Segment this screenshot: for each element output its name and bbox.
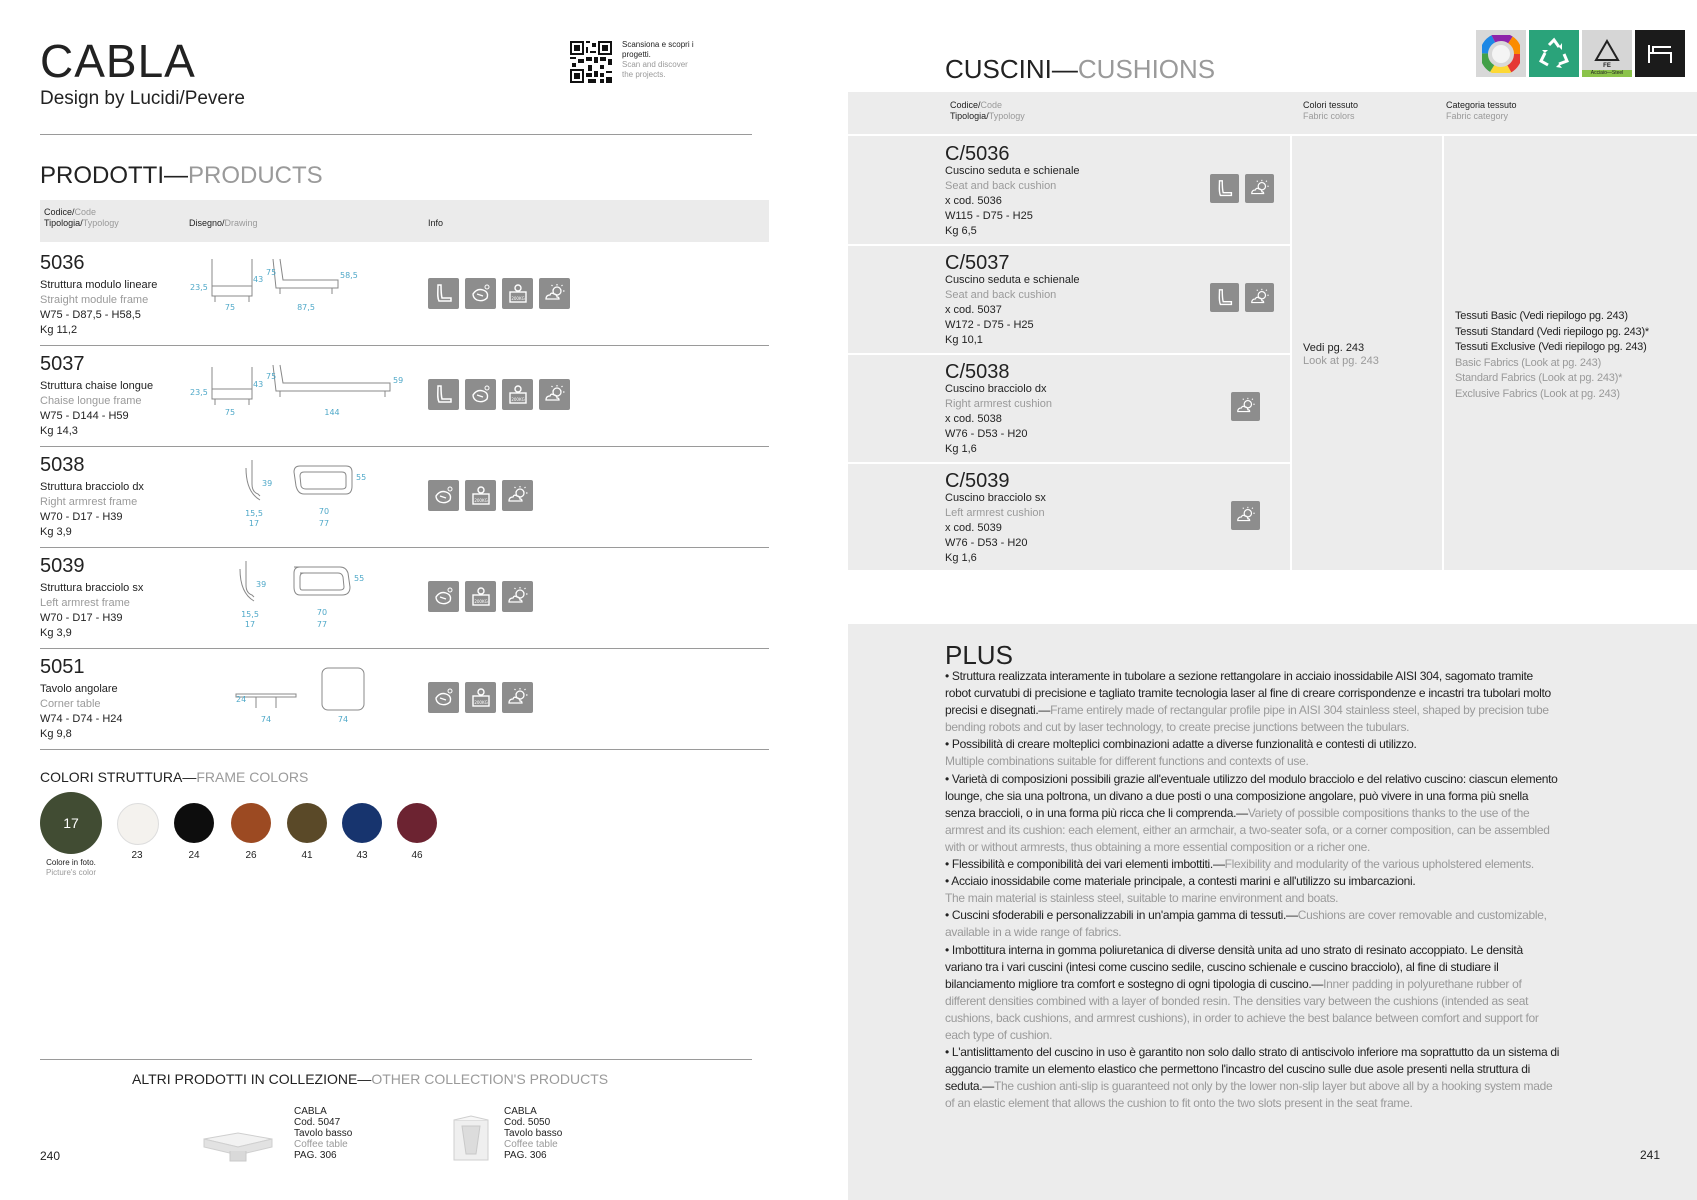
weight-capacity-icon	[465, 682, 496, 713]
qr-code[interactable]	[570, 41, 612, 83]
product-row-5038	[40, 446, 769, 548]
designer-credit: Design by Lucidi/Pevere	[40, 88, 245, 109]
steel-recycle-icon	[1582, 30, 1632, 77]
dim-inner-depth: 15,5	[241, 610, 259, 619]
fabric-category-it: Tessuti Basic (Vedi riepilogo pg. 243)	[1455, 310, 1628, 322]
picture-color-caption	[40, 858, 102, 878]
dim-depth: 17	[248, 519, 260, 528]
dim-width: 74	[260, 715, 272, 724]
dim-width: 75	[224, 408, 236, 417]
product-weight: Kg 3,9	[40, 526, 72, 538]
cushion-row-c5036	[848, 136, 1290, 246]
weather-icon	[502, 581, 533, 612]
cushions-title	[945, 54, 1215, 85]
product-code: 5037	[40, 353, 85, 375]
qr-caption	[622, 40, 694, 80]
product-name-it: Struttura bracciolo sx	[40, 582, 144, 594]
cushion-name-it: Cuscino seduta e schienale	[945, 274, 1080, 286]
header-typology-en: Typology	[988, 111, 1025, 121]
cushion-weight: Kg 10,1	[945, 334, 983, 346]
cushion-name-it: Cuscino bracciolo dx	[945, 383, 1047, 395]
color-number: 24	[188, 850, 200, 861]
products-title-it: PRODOTTI—	[40, 162, 188, 189]
dim-cushion-height: 55	[356, 473, 367, 482]
other-product-code: Cod. 5047	[294, 1117, 341, 1128]
plus-item-en: Flexibility and modularity of the various upholstered elements.	[1224, 857, 1534, 872]
dim-back: 43	[253, 275, 264, 284]
frame-colors-title-en: FRAME COLORS	[196, 769, 309, 785]
other-product-type-it: Tavolo basso	[294, 1128, 353, 1139]
product-drawing	[180, 456, 420, 536]
color-swatch-23[interactable]	[117, 803, 159, 845]
header-fabric-cat-en: Fabric category	[1446, 111, 1509, 121]
header-code-en: Code	[74, 207, 97, 217]
cushion-dimensions: W76 - D53 - H20	[945, 428, 1028, 440]
dim-total-width: 77	[318, 519, 330, 528]
plus-item	[945, 771, 1560, 856]
color-number: 41	[301, 850, 313, 861]
cushions-header-code	[950, 100, 1025, 122]
header-fabric-cat-it: Categoria tessuto	[1446, 100, 1517, 110]
cushion-weight: Kg 1,6	[945, 443, 977, 455]
dim-depth: 17	[244, 620, 256, 629]
cushions-header-fabric-colors	[1303, 100, 1358, 122]
product-dimensions: W70 - D17 - H39	[40, 612, 123, 624]
cert-steel-label: Acciaio—Steel	[1582, 70, 1632, 77]
header-code-it: Codice/	[44, 207, 75, 217]
color-swatch-26[interactable]	[231, 803, 271, 843]
fabric-colors-it: Vedi pg. 243	[1303, 342, 1365, 354]
dim-total-width: 77	[316, 620, 328, 629]
weather-icon	[539, 278, 570, 309]
dim-height: 24	[236, 695, 247, 704]
plus-item-en: Inner padding in polyurethane rubber of different densities combined with a layer of bonded resin. The densities vary between the cushions (intended as seat cushions, back cushions, and armrest cushions), in order to achieve the best balance between comfort and support for each type of cushion.	[945, 976, 1539, 1042]
dim-seat-height: 23,5	[190, 388, 208, 397]
header-typology-it: Tipologia/	[44, 218, 83, 228]
header-code-it: Codice/	[950, 100, 981, 110]
color-number: 26	[245, 850, 257, 861]
top-divider	[40, 134, 752, 135]
color-swatch-41[interactable]	[287, 803, 327, 843]
chair-icon	[1210, 174, 1239, 203]
plus-item-en: Cushions are cover removable and customizable, available in a wide range of fabrics.	[945, 908, 1547, 940]
other-product-code: Cod. 5050	[504, 1117, 551, 1128]
plus-item	[945, 907, 1560, 941]
header-code-typology	[44, 207, 119, 229]
product-weight: Kg 11,2	[40, 324, 78, 336]
product-name-it: Struttura bracciolo dx	[40, 481, 144, 493]
other-product-page: PAG. 306	[504, 1150, 547, 1161]
chair-icon	[428, 379, 459, 410]
color-number: 17	[63, 815, 79, 831]
weight-capacity-icon	[502, 278, 533, 309]
column-divider	[1290, 136, 1292, 570]
color-number: 23	[131, 850, 143, 861]
cushion-for: x cod. 5036	[945, 195, 1002, 207]
removable-cover-icon	[428, 581, 459, 612]
frame-colors-title	[40, 769, 308, 785]
info-icons	[428, 379, 570, 410]
other-products-title-en: OTHER COLLECTION'S PRODUCTS	[371, 1071, 609, 1087]
lounge-icon	[1635, 30, 1685, 77]
header-code-en: Code	[980, 100, 1003, 110]
dim-inner-depth: 15,5	[245, 509, 263, 518]
plus-item	[945, 736, 1560, 770]
dim-height: 75	[266, 268, 277, 277]
header-fabric-colors-en: Fabric colors	[1303, 111, 1355, 121]
product-code: 5039	[40, 555, 85, 577]
color-swatch-24[interactable]	[174, 803, 214, 843]
product-row-5051	[40, 648, 769, 750]
product-dimensions: W75 - D144 - H59	[40, 410, 129, 422]
plus-item-it: • Cuscini sfoderabili e personalizzabili in un'ampia gamma di tessuti.—	[945, 908, 1298, 923]
dim-cushion-height: 55	[354, 574, 365, 583]
cushion-name-it: Cuscino bracciolo sx	[945, 492, 1046, 504]
cushion-row-c5039	[848, 463, 1290, 571]
header-typology-it: Tipologia/	[950, 111, 989, 121]
fabric-colors-cell	[1303, 342, 1379, 368]
info-icons	[428, 682, 533, 713]
product-name-en: Right armrest frame	[40, 496, 138, 508]
plus-list	[945, 668, 1560, 1112]
dim-depth: 87,5	[297, 303, 315, 312]
plus-item	[945, 668, 1560, 736]
header-typology-en: Typology	[82, 218, 119, 228]
fabric-category-en: Standard Fabrics (Look at pg. 243)*	[1455, 372, 1623, 384]
info-icons	[428, 581, 533, 612]
products-table-header	[40, 200, 769, 242]
dim-total-height: 59	[393, 376, 404, 385]
fabric-category-en: Basic Fabrics (Look at pg. 243)	[1455, 356, 1602, 369]
other-products-divider	[40, 1059, 752, 1060]
plus-item-en: Multiple combinations suitable for different functions and contexts of use.	[945, 754, 1309, 769]
product-name-en: Straight module frame	[40, 294, 149, 306]
chair-icon	[428, 278, 459, 309]
plus-item	[945, 942, 1560, 1045]
product-weight: Kg 14,3	[40, 425, 78, 437]
fabric-category-it: Tessuti Exclusive (Vedi riepilogo pg. 243)	[1455, 341, 1647, 353]
dim-width: 70	[318, 507, 330, 516]
chair-icon	[1210, 283, 1239, 312]
dim-width: 75	[224, 303, 236, 312]
header-drawing-it: Disegno/	[189, 218, 225, 228]
removable-cover-icon	[465, 379, 496, 410]
dim-seat-height: 23,5	[190, 283, 208, 292]
weight-capacity-icon	[465, 581, 496, 612]
dim-height: 39	[256, 580, 267, 589]
product-row-5036	[40, 244, 769, 346]
other-product-type-en: Coffee table	[294, 1139, 348, 1150]
product-dimensions: W70 - D17 - H39	[40, 511, 123, 523]
cushions-header-fabric-category	[1446, 100, 1517, 122]
fabric-colors-en: Look at pg. 243	[1303, 355, 1379, 367]
header-fabric-colors-it: Colori tessuto	[1303, 100, 1359, 110]
cushion-code: C/5036	[945, 143, 1010, 165]
header-drawing	[189, 218, 258, 229]
cushion-for: x cod. 5037	[945, 304, 1002, 316]
cushion-name-it: Cuscino seduta e schienale	[945, 165, 1080, 177]
cushions-title-en: CUSHIONS	[1077, 54, 1216, 84]
plus-item-it: • Struttura realizzata interamente in tubolare a sezione rettangolare in acciaio inossidabile AISI 304, sagomato tramite robot curvatubi di precisione e tagliato tramite tecnologia laser al fine di creare corrispondenze e incastri tra tubolari molto precisi e disegnati.—	[945, 669, 1551, 718]
cushion-icons	[1210, 174, 1274, 203]
color-swatch-17[interactable]	[40, 792, 102, 854]
product-drawing	[180, 557, 420, 637]
cushion-name-en: Left armrest cushion	[945, 507, 1045, 519]
plus-title: PLUS	[945, 640, 1013, 670]
product-name-it: Struttura modulo lineare	[40, 279, 158, 291]
page-number-left: 240	[40, 1149, 61, 1163]
fabric-category-en: Exclusive Fabrics (Look at pg. 243)	[1455, 387, 1620, 400]
coffee-table-5050-image[interactable]	[448, 1114, 494, 1166]
cushion-icons	[1210, 283, 1274, 312]
dim-height: 39	[262, 479, 273, 488]
plus-item-en: Frame entirely made of rectangular profile pipe in AISI 304 stainless steel, shaped by precision tube bending robots and cut by laser technology, to create precise junctions between the tubulars.	[945, 703, 1549, 735]
plus-item	[945, 856, 1560, 873]
cushion-weight: Kg 1,6	[945, 552, 977, 564]
brand-title: CABLA	[40, 35, 196, 87]
other-product-5047[interactable]	[294, 1106, 352, 1161]
header-info: Info	[428, 218, 444, 228]
products-title-en: PRODUCTS	[188, 162, 323, 189]
weight-capacity-icon	[465, 480, 496, 511]
other-product-type-it: Tavolo basso	[504, 1128, 563, 1139]
plus-item	[945, 1044, 1560, 1112]
cushion-code: C/5039	[945, 470, 1010, 492]
qr-caption-it: Scansiona e scopri i progetti.	[622, 40, 694, 59]
cushion-name-en: Right armrest cushion	[945, 398, 1052, 410]
other-products-title	[132, 1071, 608, 1087]
plus-item-it: • Imbottitura interna in gomma poliuretanica di diverse densità unita ad uno strato di resinato accoppiato. Le densità variano tra i vari cuscini (intesi come cuscino sedile, cuscino schienale e cuscino bracciolo), al fine di studiare il bilanciamento migliore tra comfort e sostegno di ogni tipologia di cuscino.—	[945, 942, 1523, 991]
plus-item-it: • Acciaio inossidabile come materiale principale, a contesti marini e all'utilizzo su imbarcazioni.	[945, 874, 1416, 889]
removable-cover-icon	[428, 480, 459, 511]
color-swatch-43[interactable]	[342, 803, 382, 843]
cushion-code: C/5038	[945, 361, 1010, 383]
plus-item-en: The main material is stainless steel, suitable to marine environment and boats.	[945, 891, 1339, 906]
color-wheel-icon	[1476, 30, 1526, 77]
product-row-5039	[40, 547, 769, 649]
removable-cover-icon	[428, 682, 459, 713]
product-name-it: Struttura chaise longue	[40, 380, 154, 392]
certifications-strip	[1476, 30, 1685, 77]
product-name-en: Chaise longue frame	[40, 395, 142, 407]
plus-item-en: The cushion anti-slip is guaranteed not only by the lower non-slip layer but above all by a hooking system made of an elastic element that allows the cushion to fit onto the two slots present in the seat frame.	[945, 1079, 1553, 1111]
weather-icon	[1231, 501, 1260, 530]
product-code: 5036	[40, 252, 85, 274]
dim-depth: 74	[337, 715, 349, 724]
other-product-type-en: Coffee table	[504, 1139, 558, 1150]
info-icons	[428, 480, 533, 511]
dim-depth: 144	[324, 408, 340, 417]
removable-cover-icon	[465, 278, 496, 309]
dim-back: 43	[253, 380, 264, 389]
cushion-row-c5038	[848, 354, 1290, 464]
weather-icon	[1245, 174, 1274, 203]
cushion-name-en: Seat and back cushion	[945, 180, 1057, 192]
product-name-en: Corner table	[40, 698, 101, 710]
other-product-name: CABLA	[504, 1106, 537, 1117]
product-dimensions: W74 - D74 - H24	[40, 713, 123, 725]
other-product-name: CABLA	[294, 1106, 327, 1117]
fabric-category-cell	[1455, 309, 1649, 402]
weather-icon	[539, 379, 570, 410]
fabric-category-it: Tessuti Standard (Vedi riepilogo pg. 243)*	[1455, 325, 1650, 338]
cushion-for: x cod. 5039	[945, 522, 1002, 534]
product-name-it: Tavolo angolare	[40, 683, 118, 695]
plus-item-en: Variety of possible compositions thanks to the use of the armrest and its cushion: each element, either an armchair, a two-seater sofa, or a corner composition, can be assembled with or without armrests, thus obtaining a more essential composition or a richer one.	[945, 805, 1550, 854]
product-weight: Kg 9,8	[40, 728, 72, 740]
product-code: 5038	[40, 454, 85, 476]
page-number-right: 241	[1640, 1148, 1661, 1162]
dim-width: 70	[316, 608, 328, 617]
dim-total-height: 58,5	[340, 271, 358, 280]
plus-item	[945, 873, 1560, 907]
product-row-5037	[40, 345, 769, 447]
column-divider	[1442, 136, 1444, 570]
color-swatch-46[interactable]	[397, 803, 437, 843]
other-products-title-it: ALTRI PRODOTTI IN COLLEZIONE—	[132, 1071, 372, 1087]
weather-icon	[502, 480, 533, 511]
cushion-icons	[1231, 501, 1260, 530]
cushions-title-it: CUSCINI—	[945, 54, 1078, 84]
product-drawing	[180, 254, 420, 334]
picture-color-it: Colore in foto.	[46, 858, 96, 867]
cert-fe-label: FE	[1603, 62, 1611, 69]
color-number: 43	[356, 850, 368, 861]
info-icons	[428, 278, 570, 309]
cushion-code: C/5037	[945, 252, 1010, 274]
weather-icon	[502, 682, 533, 713]
cushion-icons	[1231, 392, 1260, 421]
recycle-icon	[1529, 30, 1579, 77]
dim-height: 75	[266, 372, 277, 381]
color-number: 46	[411, 850, 423, 861]
product-drawing	[180, 355, 420, 435]
weather-icon	[1245, 283, 1274, 312]
product-dimensions: W75 - D87,5 - H58,5	[40, 309, 141, 321]
coffee-table-5047-image[interactable]	[200, 1125, 276, 1165]
cushion-for: x cod. 5038	[945, 413, 1002, 425]
plus-item-it: • L'antislittamento del cuscino in uso è garantito non solo dallo strato di antiscivolo inferiore ma soprattutto da un sistema di aggancio tramite un elemento elastico che permettono l'incastro del cuscino sulle due asole presenti nella struttura di seduta.—	[945, 1045, 1560, 1094]
plus-item-it: • Flessibilità e componibilità dei vari elementi imbottiti.—	[945, 857, 1225, 872]
cushion-weight: Kg 6,5	[945, 225, 977, 237]
product-name-en: Left armrest frame	[40, 597, 130, 609]
cushion-dimensions: W115 - D75 - H25	[945, 210, 1033, 222]
plus-item-it: • Possibilità di creare molteplici combinazioni adatte a diverse funzionalità e contesti di utilizzo.	[945, 737, 1417, 752]
header-drawing-en: Drawing	[224, 218, 258, 228]
cushion-dimensions: W76 - D53 - H20	[945, 537, 1028, 549]
plus-item-it: • Varietà di composizioni possibili grazie all'eventuale utilizzo del modulo bracciolo e del relativo cuscino: ciascun elemento lounge, che sia una poltrona, un divano a due posti o una composizione angolare, può vivere in una forma più snella senza braccioli, o in una forma più ricca che li comprenda.—	[945, 771, 1558, 820]
weather-icon	[1231, 392, 1260, 421]
cushion-row-c5037	[848, 245, 1290, 355]
product-weight: Kg 3,9	[40, 627, 72, 639]
frame-colors-title-it: COLORI STRUTTURA—	[40, 769, 197, 785]
other-product-page: PAG. 306	[294, 1150, 337, 1161]
cushion-dimensions: W172 - D75 - H25	[945, 319, 1034, 331]
weight-capacity-icon	[502, 379, 533, 410]
qr-caption-en: Scan and discover the projects.	[622, 60, 688, 79]
product-code: 5051	[40, 656, 85, 678]
picture-color-en: Picture's color	[46, 868, 96, 877]
other-product-5050[interactable]	[504, 1106, 562, 1161]
products-title	[40, 162, 323, 190]
product-drawing	[180, 658, 420, 738]
cushion-name-en: Seat and back cushion	[945, 289, 1057, 301]
